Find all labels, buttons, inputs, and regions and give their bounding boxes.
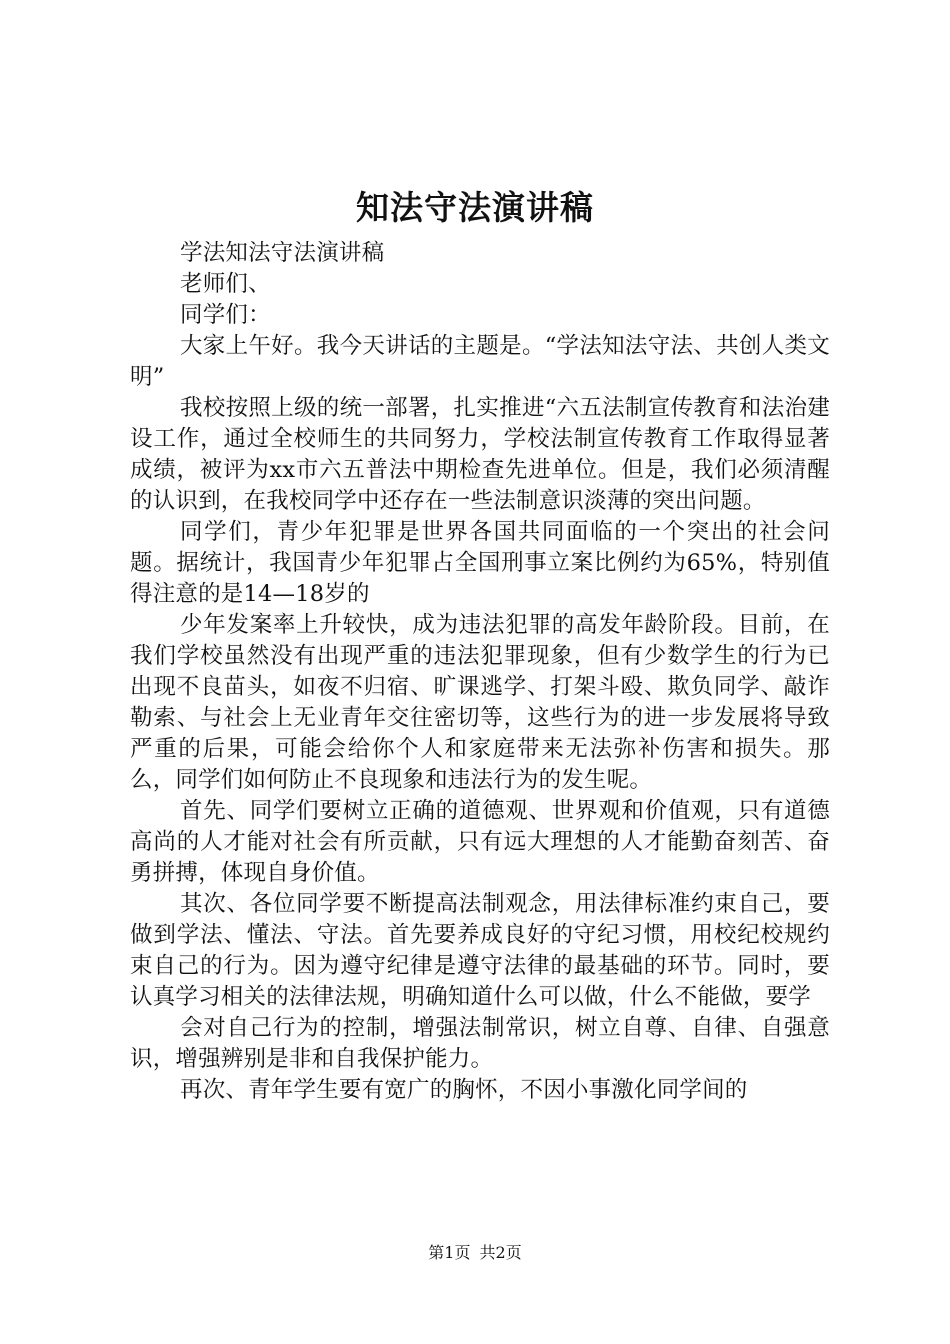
paragraph: 学法知法守法演讲稿 — [180, 240, 385, 266]
paragraph: 会对自己行为的控制，增强法制常识，树立自尊、自律、自强意识，增强辨别是非和自我保护能力。 — [130, 1015, 830, 1072]
paragraph: 同学们，青少年犯罪是世界各国共同面临的一个突出的社会问题。据统计，我国青少年犯罪占全国刑事立案比例约为65%，特别值得注意的是14—18岁的 — [130, 519, 830, 607]
paragraph: 少年发案率上升较快，成为违法犯罪的高发年龄阶段。目前，在我们学校虽然没有出现严重的违法犯罪现象，但有少数学生的行为已出现不良苗头，如夜不归宿、旷课逃学、打架斗殴、欺负同学、敲诈勒索、与社会上无业青年交往密切等，这些行为的进一步发展将导致严重的后果，可能会给你个人和家庭带来无法弥补伤害和损失。那么，同学们如何防止不良现象和违法行为的发生呢。 — [130, 612, 830, 793]
paragraph: 老师们、 — [180, 271, 271, 297]
paragraph: 首先、同学们要树立正确的道德观、世界观和价值观，只有道德高尚的人才能对社会有所贡献，只有远大理想的人才能勤奋刻苦、奋勇拼搏，体现自身价值。 — [130, 798, 830, 886]
paragraph: 我校按照上级的统一部署，扎实推进“六五法制宣传教育和法治建设工作，通过全校师生的共同努力，学校法制宣传教育工作取得显著成绩，被评为xx市六五普法中期检查先进单位。但是，我们必须清醒的认识到，在我校同学中还存在一些法制意识淡薄的突出问题。 — [130, 395, 830, 514]
page-total: 共2页 — [479, 1243, 522, 1262]
paragraph: 再次、青年学生要有宽广的胸怀，不因小事激化同学间的 — [180, 1077, 748, 1103]
paragraph: 同学们： — [180, 302, 271, 328]
paragraph: 大家上午好。我今天讲话的主题是。“学法知法守法、共创人类文明” — [130, 333, 830, 390]
page-number: 第1页 — [428, 1243, 471, 1262]
page-footer — [0, 1242, 950, 1264]
document-body — [130, 238, 830, 1106]
paragraph: 其次、各位同学要不断提高法制观念，用法律标准约束自己，要做到学法、懂法、守法。首先要养成良好的守纪习惯，用校纪校规约束自己的行为。因为遵守纪律是遵守法律的最基础的环节。同时，要认真学习相关的法律法规，明确知道什么可以做，什么不能做，要学 — [130, 891, 830, 1010]
document-title: 知法守法演讲稿 — [356, 188, 594, 227]
